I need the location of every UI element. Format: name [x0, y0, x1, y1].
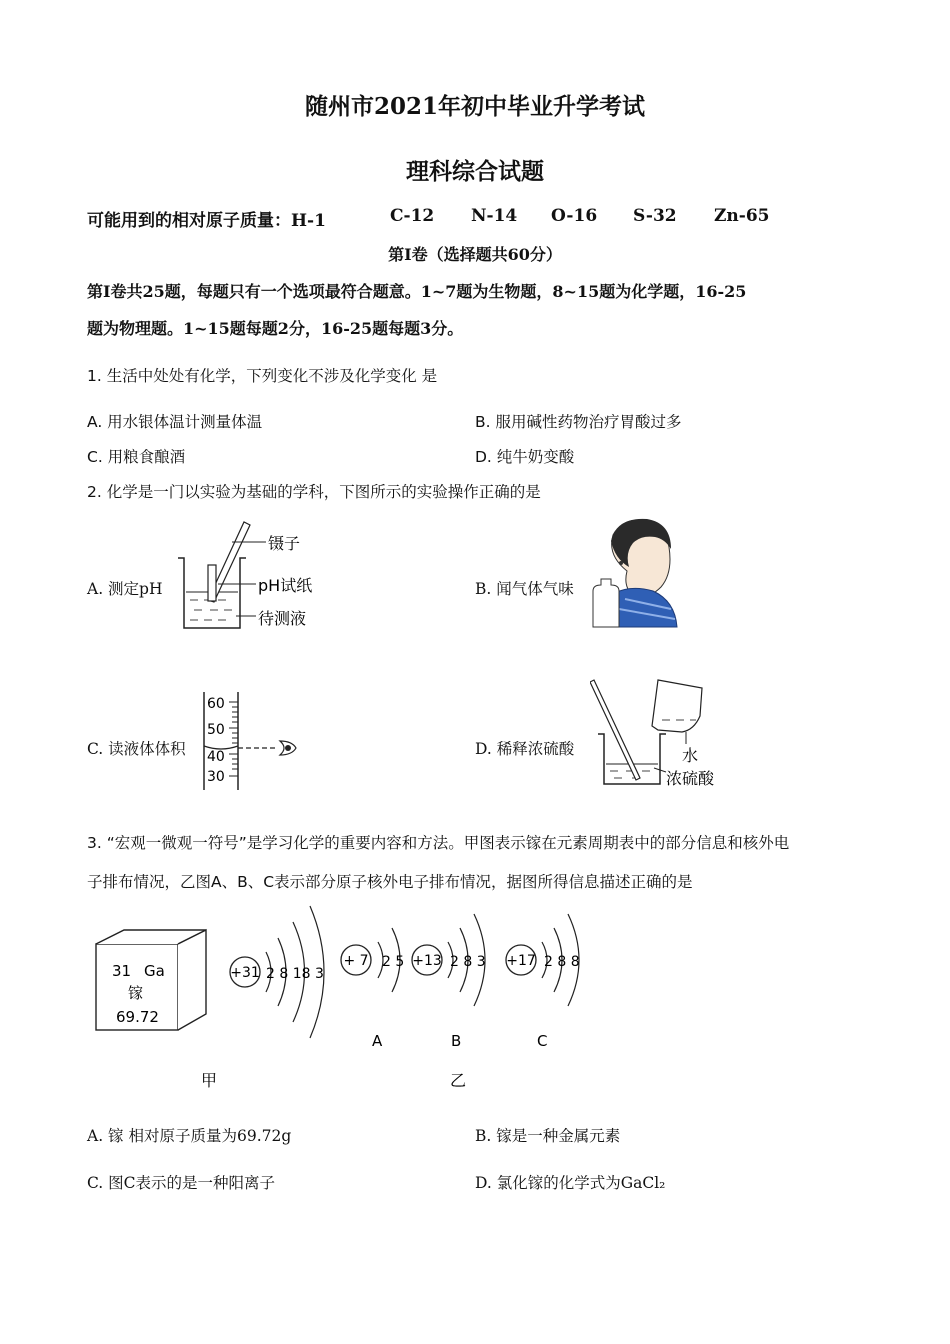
atom-c-label: C: [537, 1032, 548, 1050]
atom-b-label: B: [451, 1032, 462, 1050]
q2-option-c[interactable]: C. 读液体体积: [87, 740, 186, 758]
q3-option-d[interactable]: D. 氯化镓的化学式为GaCl₂: [475, 1174, 666, 1192]
q2-stem: 2. 化学是一门以实验为基础的学科，下图所示的实验操作正确的是: [87, 483, 541, 501]
label-ph-paper: pH试纸: [258, 576, 313, 595]
ga-nucleus: +31: [230, 965, 260, 981]
q2-option-d[interactable]: D. 稀释浓硫酸: [475, 740, 575, 758]
read-volume-figure: [196, 688, 306, 793]
q1-stem: 1. 生活中处处有化学，下列变化不涉及化学变化 是: [87, 367, 438, 385]
q2-option-a[interactable]: A. 测定pH: [87, 580, 163, 598]
q1-option-b[interactable]: B. 服用碱性药物治疗胃酸过多: [475, 413, 682, 431]
smell-gas-figure: [585, 515, 685, 633]
page-subtitle: 理科综合试题: [406, 158, 544, 185]
atom-a-label: A: [372, 1032, 383, 1050]
atom-b-electrons: 2 8 3: [450, 954, 486, 970]
atom-c-diagram: [506, 914, 580, 1050]
label-conc-acid: 浓硫酸: [666, 769, 715, 788]
atom-b-nucleus: +13: [412, 953, 442, 969]
label-tweezers: 镊子: [268, 534, 301, 553]
element-number: 31: [112, 962, 132, 980]
atomic-mass-label: 可能用到的相对原子质量：H-1: [87, 211, 326, 231]
ga-atom-diagram: [230, 906, 324, 1038]
dilute-acid-figure: [590, 676, 730, 791]
tick-60: 60: [207, 696, 225, 712]
ga-electrons: 2 8 18 3: [266, 966, 324, 982]
q1-option-a[interactable]: A. 用水银体温计测量体温: [87, 413, 263, 431]
element-name: 镓: [128, 984, 144, 1002]
element-mass: 69.72: [116, 1008, 159, 1026]
atom-a-nucleus: + 7: [343, 953, 369, 969]
tick-40: 40: [207, 749, 225, 765]
ph-test-figure: [170, 520, 330, 635]
atom-a-diagram: [341, 928, 404, 1050]
q2-option-b[interactable]: B. 闻气体气味: [475, 580, 574, 598]
q3-option-b[interactable]: B. 镓是一种金属元素: [475, 1127, 621, 1145]
element-symbol: Ga: [144, 962, 165, 980]
atomic-mass-line: [87, 206, 887, 230]
tick-50: 50: [207, 722, 225, 738]
page-title: 随州市2021年初中毕业升学考试: [304, 93, 645, 120]
q3-option-a[interactable]: A. 镓 相对原子质量为69.72g: [87, 1127, 292, 1145]
atomic-mass-s: S-32: [633, 206, 677, 226]
q1-option-c[interactable]: C. 用粮食酿酒: [87, 448, 186, 466]
atomic-mass-n: N-14: [471, 206, 518, 226]
figure-jia-label: 甲: [201, 1071, 218, 1090]
q3-option-c[interactable]: C. 图C表示的是一种阳离子: [87, 1174, 276, 1192]
figure-yi-label: 乙: [450, 1071, 467, 1090]
tick-30: 30: [207, 769, 225, 785]
atomic-mass-o: O-16: [551, 206, 598, 226]
instructions-line-2: 题为物理题。1~15题每题2分，16-25题每题3分。: [87, 319, 464, 338]
label-water: 水: [682, 746, 699, 765]
atom-c-electrons: 2 8 8: [544, 954, 580, 970]
q3-stem-line-1: 3. “宏观一微观一符号”是学习化学的重要内容和方法。甲图表示镓在元素周期表中的部分信息和核外电: [87, 834, 790, 852]
atom-b-diagram: [412, 914, 486, 1050]
atom-a-electrons: 2 5: [382, 954, 405, 970]
atomic-mass-zn: Zn-65: [714, 206, 770, 226]
label-test-liquid: 待测液: [258, 609, 307, 628]
section-title: 第Ⅰ卷（选择题共60分）: [388, 245, 562, 264]
q1-option-d[interactable]: D. 纯牛奶变酸: [475, 448, 575, 466]
element-cube: [96, 930, 206, 1030]
atomic-mass-c: C-12: [390, 206, 435, 226]
instructions-line-1: 第Ⅰ卷共25题，每题只有一个选项最符合题意。1~7题为生物题，8~15题为化学题，16-25: [87, 282, 747, 301]
atom-structure-figure: [88, 900, 608, 1100]
q3-stem-line-2: 子排布情况，乙图A、B、C表示部分原子核外电子排布情况，据图所得信息描述正确的是: [87, 873, 693, 891]
atom-c-nucleus: +17: [506, 953, 536, 969]
